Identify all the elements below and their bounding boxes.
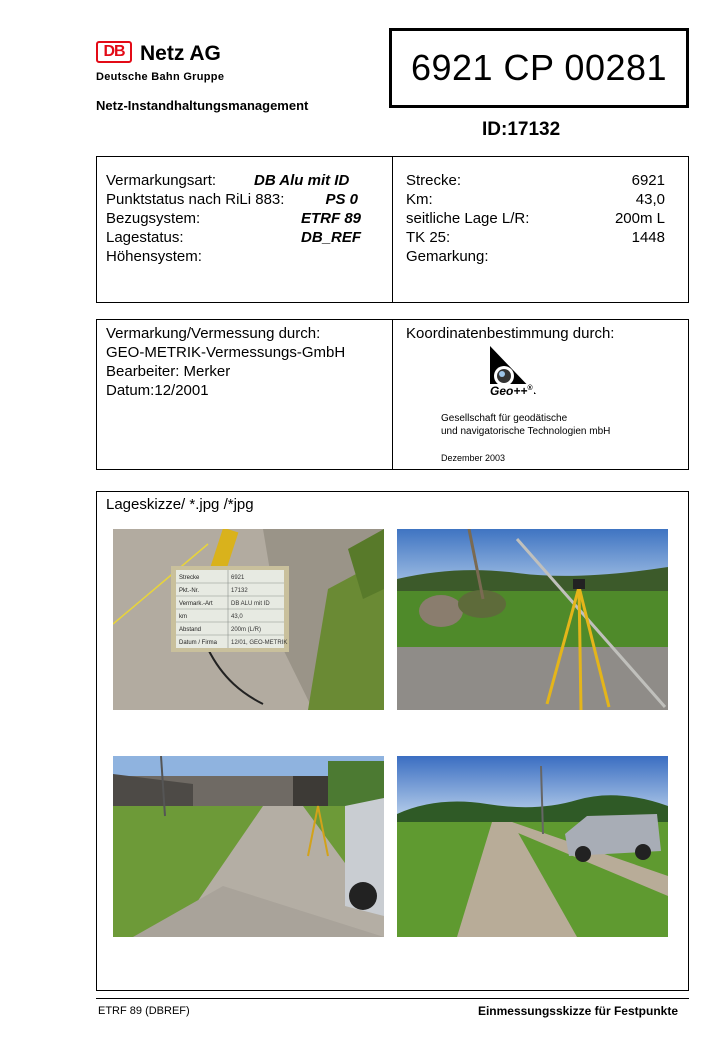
sign-labels: [179, 572, 217, 650]
photo-path-car: [113, 756, 384, 937]
sign-value: 12/01, GEO-METRIK: [231, 640, 288, 646]
photo-road-car: [397, 756, 668, 937]
survey-divider: [392, 319, 393, 470]
coords-date: Dezember 2003: [441, 453, 506, 463]
sign-value: 17132: [231, 588, 248, 594]
value-km: 43,0: [635, 191, 665, 208]
sign-values: [231, 572, 287, 650]
geo-logo-reg: ®: [527, 385, 533, 392]
footer-left: ETRF 89 (DBREF): [98, 1005, 190, 1017]
photo-tripod-field: [397, 529, 668, 710]
point-code: 6921 CP 00281: [389, 28, 689, 108]
value-lagestatus: DB_REF: [300, 229, 361, 246]
label-gemarkung: Gemarkung:: [406, 248, 489, 265]
coords-line2: und navigatorische Technologien mbH: [441, 426, 611, 437]
label-hoehensystem: Höhensystem:: [106, 248, 202, 265]
db-logo: DB: [96, 41, 132, 63]
sketch-title: Lageskizze/ *.jpg /*jpg: [106, 496, 254, 513]
label-punktstatus: Punktstatus nach RiLi 883:: [106, 191, 285, 208]
geo-logo-name: Geo++: [490, 384, 528, 398]
point-id: ID:17132: [482, 119, 561, 140]
sign-label: Pkt.-Nr.: [179, 588, 200, 594]
value-seitliche-lage: 200m L: [614, 210, 665, 227]
label-vermarkungsart: Vermarkungsart:: [106, 172, 217, 189]
footer-divider: [96, 998, 689, 999]
sign-label: km: [179, 614, 187, 620]
survey-editor: Bearbeiter: Merker: [106, 363, 231, 380]
sign-value: 6921: [231, 575, 245, 581]
label-km: Km:: [406, 191, 433, 208]
survey-title: Vermarkung/Vermessung durch:: [106, 325, 321, 342]
sign-label: Abstand: [179, 627, 202, 633]
value-vermarkungsart: DB Alu mit ID: [254, 172, 350, 189]
label-seitliche-lage: seitliche Lage L/R:: [406, 210, 530, 227]
info-divider: [392, 156, 393, 303]
label-bezugsystem: Bezugsystem:: [106, 210, 201, 227]
value-tk25: 1448: [631, 229, 665, 246]
value-punktstatus: PS 0: [325, 191, 358, 208]
coords-title: Koordinatenbestimmung durch:: [406, 325, 615, 342]
sign-value: 43,0: [231, 614, 243, 620]
value-bezugsystem: ETRF 89: [300, 210, 361, 227]
label-lagestatus: Lagestatus:: [106, 229, 184, 246]
label-strecke: Strecke:: [406, 172, 462, 189]
value-strecke: 6921: [631, 172, 665, 189]
geo-logo-text: [489, 384, 534, 398]
department: Netz-Instandhaltungsmanagement: [96, 98, 309, 113]
sign-value: DB ALU mit ID: [231, 601, 270, 607]
coords-line1: Gesellschaft für geodätische: [441, 413, 568, 424]
survey-company: GEO-METRIK-Vermessungs-GmbH: [106, 344, 346, 361]
footer-right: Einmessungsskizze für Festpunkte: [477, 1004, 678, 1018]
sign-label: Vermark.-Art: [179, 601, 213, 607]
company-group: Deutsche Bahn Gruppe: [96, 71, 225, 83]
sign-label: Datum / Firma: [179, 640, 218, 646]
survey-date: Datum:12/2001: [106, 382, 209, 399]
photo-marker-sign: [113, 529, 384, 710]
label-tk25: TK 25:: [406, 229, 451, 246]
company-name: Netz AG: [140, 42, 221, 65]
sign-value: 200m (L/R): [231, 627, 262, 633]
sign-label: Strecke: [179, 575, 200, 581]
